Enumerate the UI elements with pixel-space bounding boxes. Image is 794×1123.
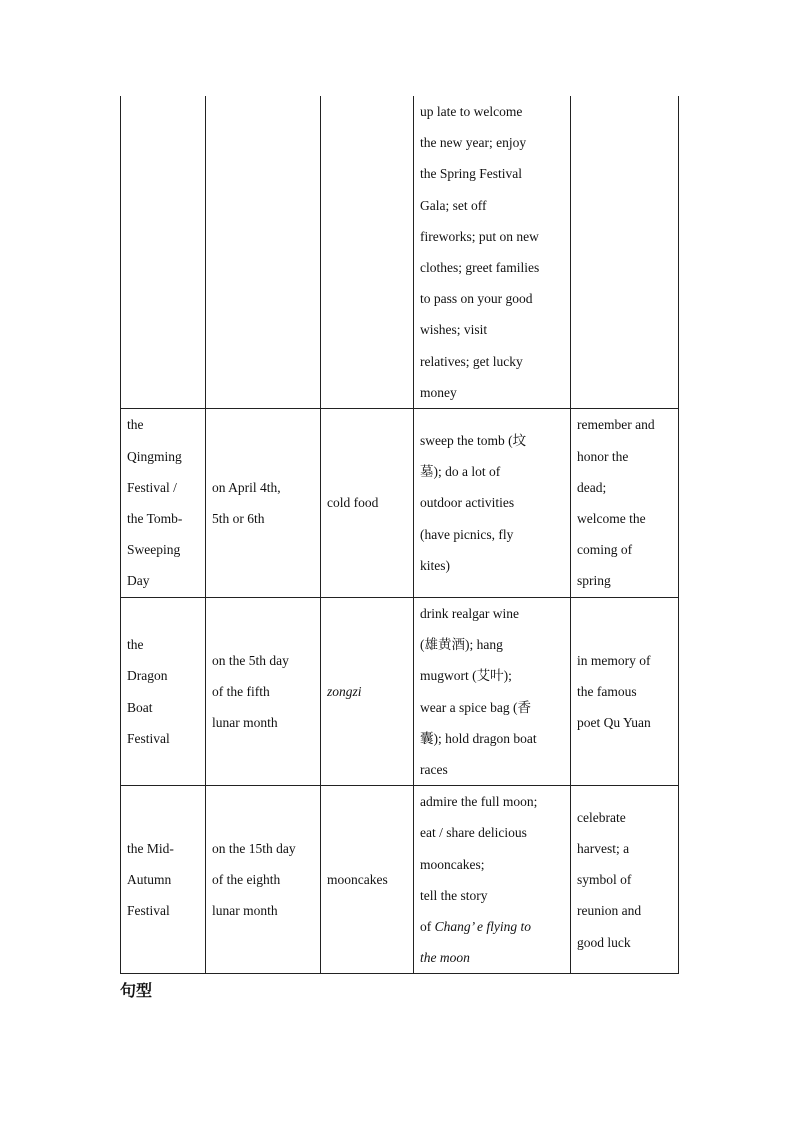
meaning-line: the famous: [577, 684, 637, 700]
meaning-line: remember and: [577, 417, 655, 433]
date-cell: [206, 96, 321, 409]
activities-line: outdoor activities: [420, 495, 515, 511]
festival-line: Festival: [127, 903, 170, 919]
story-title-continued: the moon: [420, 950, 470, 966]
activities-line: wishes; visit: [420, 322, 488, 338]
activities-line: Gala; set off: [420, 197, 487, 213]
activities-cell: [414, 598, 571, 786]
activities-line: money: [420, 384, 457, 400]
activities-story-line: [420, 911, 564, 942]
festival-line: the: [127, 417, 144, 433]
activities-line: up late to welcome: [420, 104, 523, 119]
activities-cell: [414, 409, 571, 598]
meaning-line: in memory of: [577, 652, 651, 668]
festival-line: Qingming: [127, 448, 182, 464]
festival-line: Boat: [127, 699, 153, 715]
date-cell: [206, 409, 321, 598]
activities-line: admire the full moon;: [420, 794, 538, 810]
activities-line: (雄黄酒); hang: [420, 637, 503, 653]
date-line: on the 5th day: [212, 652, 289, 668]
festival-cell: [121, 409, 206, 598]
meaning-line: celebrate: [577, 809, 626, 825]
festival-line: the: [127, 637, 144, 653]
story-title: Chang’ e flying to: [434, 919, 531, 935]
activities-line: 囊); hold dragon boat: [420, 730, 537, 746]
meaning-cell: [571, 409, 679, 598]
festival-line: the Tomb-: [127, 511, 183, 527]
activities-line: 墓); do a lot of: [420, 464, 501, 480]
date-line: on April 4th,: [212, 479, 281, 495]
meaning-line: poet Qu Yuan: [577, 715, 651, 731]
table-row-mid-autumn: [121, 786, 679, 974]
activities-line: relatives; get lucky: [420, 353, 523, 369]
table-row-qingming: [121, 409, 679, 598]
festival-line: Autumn: [127, 872, 172, 888]
activities-line: (have picnics, fly: [420, 526, 514, 542]
activities-line: races: [420, 762, 448, 778]
meaning-cell: [571, 96, 679, 409]
festival-line: Festival: [127, 730, 170, 746]
activities-line: fireworks; put on new: [420, 228, 539, 244]
meaning-cell: [571, 786, 679, 974]
meaning-line: reunion and: [577, 903, 642, 919]
festival-cell: [121, 786, 206, 974]
food-cell: [321, 409, 414, 598]
date-line: lunar month: [212, 715, 278, 731]
food-text: zongzi: [327, 684, 362, 700]
festival-line: Dragon: [127, 668, 168, 684]
activities-line: sweep the tomb (坟: [420, 433, 527, 449]
section-heading: 句型: [120, 981, 153, 1000]
meaning-line: coming of: [577, 542, 633, 558]
date-cell: [206, 786, 321, 974]
activities-line: wear a spice bag (香: [420, 699, 531, 715]
story-prefix: of: [420, 919, 435, 935]
food-cell: [321, 96, 414, 409]
meaning-line: dead;: [577, 479, 607, 495]
activities-line: mooncakes;: [420, 856, 485, 872]
food-text: cold food: [327, 495, 379, 511]
activities-cell: [414, 96, 571, 409]
activities-line: drink realgar wine: [420, 606, 519, 622]
festival-line: the Mid-: [127, 841, 174, 857]
activities-line: kites): [420, 557, 450, 573]
meaning-line: symbol of: [577, 872, 632, 888]
festival-line: Festival /: [127, 479, 177, 495]
meaning-cell: [571, 598, 679, 786]
date-line: of the eighth: [212, 872, 281, 888]
activities-line: the new year; enjoy: [420, 135, 527, 151]
festival-cell: [121, 96, 206, 409]
date-line: lunar month: [212, 903, 278, 919]
activities-line: eat / share delicious: [420, 825, 527, 841]
meaning-line: spring: [577, 573, 611, 589]
activities-line: clothes; greet families: [420, 260, 540, 276]
festival-table: [120, 96, 679, 974]
festival-cell: [121, 598, 206, 786]
festival-line: Sweeping: [127, 542, 181, 558]
meaning-line: harvest; a: [577, 841, 630, 857]
food-cell: [321, 786, 414, 974]
activities-line: tell the story: [420, 887, 488, 903]
date-line: of the fifth: [212, 684, 270, 700]
activities-line: mugwort (艾叶);: [420, 668, 512, 684]
continued-row: [121, 96, 679, 409]
meaning-line: honor the: [577, 448, 629, 464]
meaning-line: welcome the: [577, 511, 646, 527]
date-line: on the 15th day: [212, 841, 296, 857]
date-cell: [206, 598, 321, 786]
activities-cell: [414, 786, 571, 974]
meaning-line: good luck: [577, 934, 631, 950]
food-text: mooncakes: [327, 872, 388, 888]
date-line: 5th or 6th: [212, 511, 265, 527]
festival-line: Day: [127, 573, 150, 589]
activities-line: to pass on your good: [420, 291, 533, 307]
table-row-dragon-boat: [121, 598, 679, 786]
food-cell: [321, 598, 414, 786]
activities-line: the Spring Festival: [420, 166, 522, 182]
